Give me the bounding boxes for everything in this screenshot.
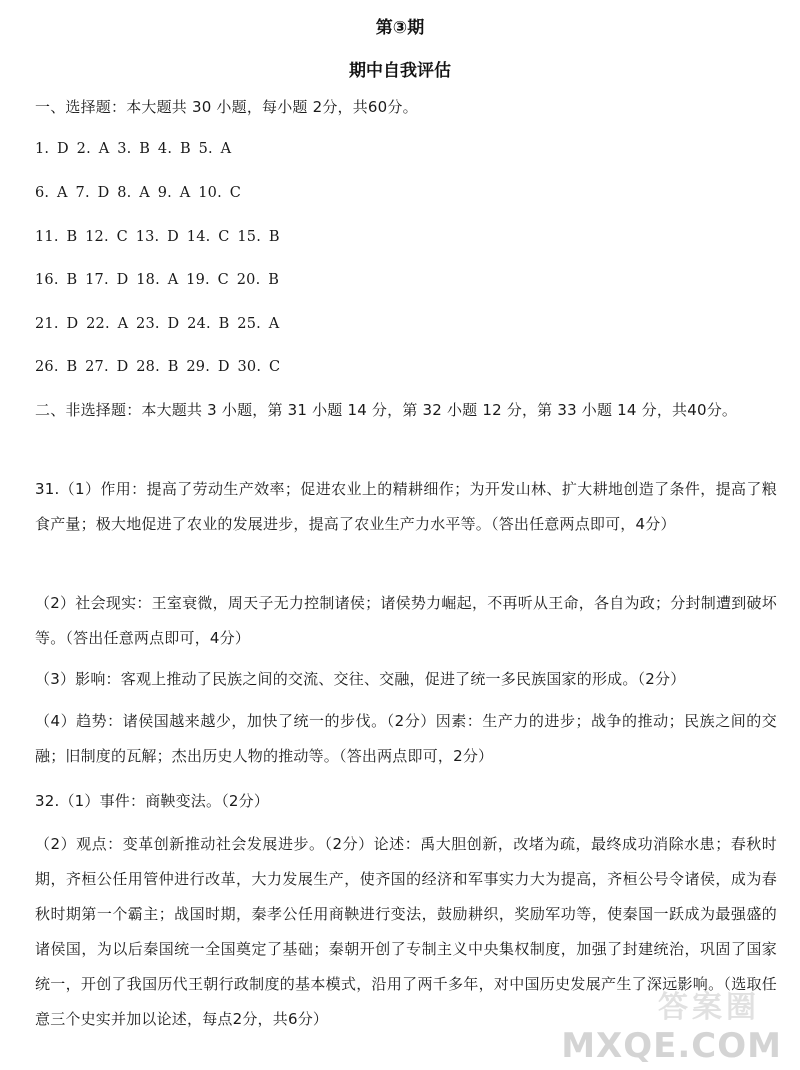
q31-part3-answer: （3）影响：客观上推动了民族之间的交流、交往、交融，促进了统一多民族国家的形成。（2分） [35,670,686,688]
q32-part2-answer: （2）观点：变革创新推动社会发展进步。（2分）论述：禹大胆创新，改堵为疏，最终成功消除水患；春秋时期，齐桓公任用管仲进行改革，大力发展生产，使齐国的经济和军事实力大为提高，齐桓公号令诸侯，成为春秋时期第一个霸主；战国时期，秦孝公任用商鞅进行变法，鼓励耕织，奖励军功等，使秦国一跃成为最强盛的诸侯国，为以后秦国统一全国奠定了基础；秦朝开创了专制主义中央集权制度，加强了封建统治，巩固了国家统一，开创了我国历代王朝行政制度的基本模式，沿用了两千多年，对中国历史发展产生了深远影响。（选取任意三个史实并加以论述，每点2分，共6分） [35,835,777,1028]
q31-part4-answer: （4）趋势：诸侯国越来越少，加快了统一的步伐。（2分）因素：生产力的进步；战争的推动；民族之间的交融；旧制度的瓦解；杰出历史人物的推动等。（答出两点即可，2分） [35,712,777,765]
answer-row: 1. D 2. A 3. B 4. B 5. A [35,141,232,157]
answer-row: 16. B 17. D 18. A 19. C 20. B [35,272,280,288]
issue-number: 第③期 [375,18,425,38]
answer-row: 6. A 7. D 8. A 9. A 10. C [35,185,242,201]
answer-row: 26. B 27. D 28. B 29. D 30. C [35,359,281,375]
watermark-site: MXQE.COM [561,1026,782,1066]
q31-part2-answer: （2）社会现实：王室衰微，周天子无力控制诸侯；诸侯势力崛起，不再听从王命，各自为政；分封制遭到破坏等。（答出任意两点即可，4分） [35,594,777,647]
q32-part1-answer: 32.（1）事件：商鞅变法。（2分） [35,792,270,810]
section1-heading: 一、选择题：本大题共 30 小题，每小题 2分，共60分。 [35,98,418,116]
q31-part1-answer: 31.（1）作用：提高了劳动生产效率；促进农业上的精耕细作；为开发山林、扩大耕地创造了条件，提高了粮食产量；极大地促进了农业的发展进步，提高了农业生产力水平等。（答出任意两点即可，4分） [35,480,777,533]
section2-heading: 二、非选择题：本大题共 3 小题，第 31 小题 14 分，第 32 小题 12 分，第 33 小题 14 分，共40分。 [35,401,738,419]
watermark-brand: 答案圈 [658,990,760,1025]
answer-row: 21. D 22. A 23. D 24. B 25. A [35,316,280,332]
page-title: 期中自我评估 [349,61,451,81]
answer-row: 11. B 12. C 13. D 14. C 15. B [35,229,280,245]
